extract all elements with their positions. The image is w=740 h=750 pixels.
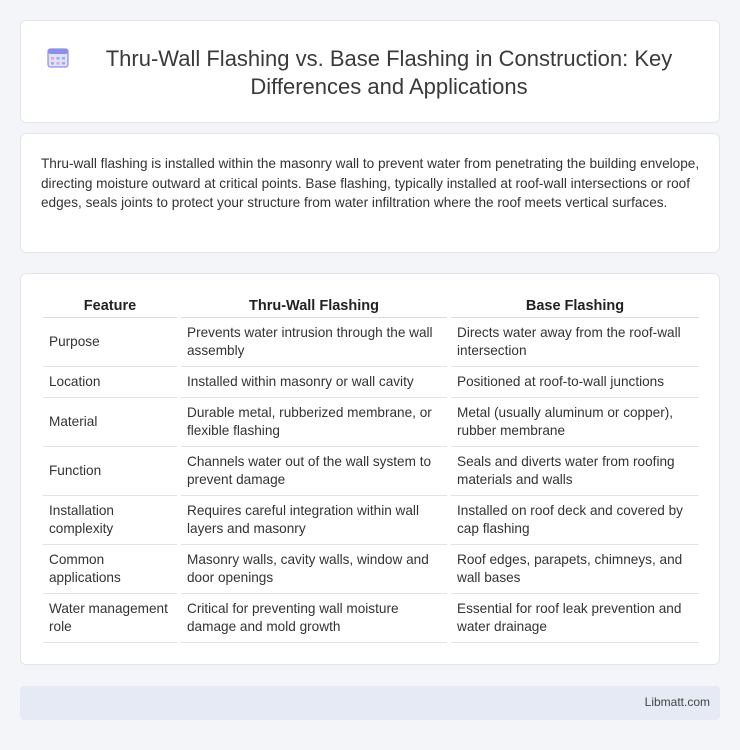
cell-base: Positioned at roof-to-wall junctions [449, 367, 699, 398]
cell-thru-wall: Durable metal, rubberized membrane, or flexible flashing [179, 398, 449, 447]
header-thru-wall: Thru-Wall Flashing [179, 296, 449, 318]
intro-card [20, 133, 720, 253]
cell-feature: Common applications [43, 545, 179, 594]
table-row [43, 545, 699, 594]
cell-feature: Function [43, 447, 179, 496]
table-row [43, 447, 699, 496]
table-row [43, 398, 699, 447]
cell-thru-wall: Installed within masonry or wall cavity [179, 367, 449, 398]
cell-base: Roof edges, parapets, chimneys, and wall bases [449, 545, 699, 594]
cell-feature: Water management role [43, 594, 179, 643]
table-row [43, 496, 699, 545]
cell-thru-wall: Critical for preventing wall moisture damage and mold growth [179, 594, 449, 643]
intro-paragraph: Thru-wall flashing is installed within the masonry wall to prevent water from penetrating the building envelope, directing moisture outward at critical points. Base flashing, typically installed at roof-wall intersections or roof edges, seals joints to protect your structure from water infiltration where the roof meets vertical surfaces. [41, 156, 700, 210]
cell-base: Metal (usually aluminum or copper), rubber membrane [449, 398, 699, 447]
cell-thru-wall: Channels water out of the wall system to prevent damage [179, 447, 449, 496]
comparison-card [20, 273, 720, 665]
cell-base: Essential for roof leak prevention and water drainage [449, 594, 699, 643]
page-title: Thru-Wall Flashing vs. Base Flashing in Construction: Key Differences and Applications [105, 46, 673, 99]
cell-feature: Material [43, 398, 179, 447]
cell-feature: Purpose [43, 318, 179, 367]
table-header-row [43, 296, 699, 318]
table-row [43, 594, 699, 643]
cell-feature: Installation complexity [43, 496, 179, 545]
footer-bar [20, 686, 720, 720]
header-base: Base Flashing [449, 296, 699, 318]
cell-thru-wall: Requires careful integration within wall layers and masonry [179, 496, 449, 545]
title-card [20, 20, 720, 123]
cell-base: Seals and diverts water from roofing materials and walls [449, 447, 699, 496]
footer-brand[interactable]: Libmatt.com [644, 695, 710, 709]
comparison-table [43, 296, 699, 643]
cell-feature: Location [43, 367, 179, 398]
cell-base: Installed on roof deck and covered by cap flashing [449, 496, 699, 545]
cell-base: Directs water away from the roof-wall intersection [449, 318, 699, 367]
cell-thru-wall: Masonry walls, cavity walls, window and door openings [179, 545, 449, 594]
table-row [43, 367, 699, 398]
table-row [43, 318, 699, 367]
header-feature: Feature [43, 296, 179, 318]
cell-thru-wall: Prevents water intrusion through the wall assembly [179, 318, 449, 367]
